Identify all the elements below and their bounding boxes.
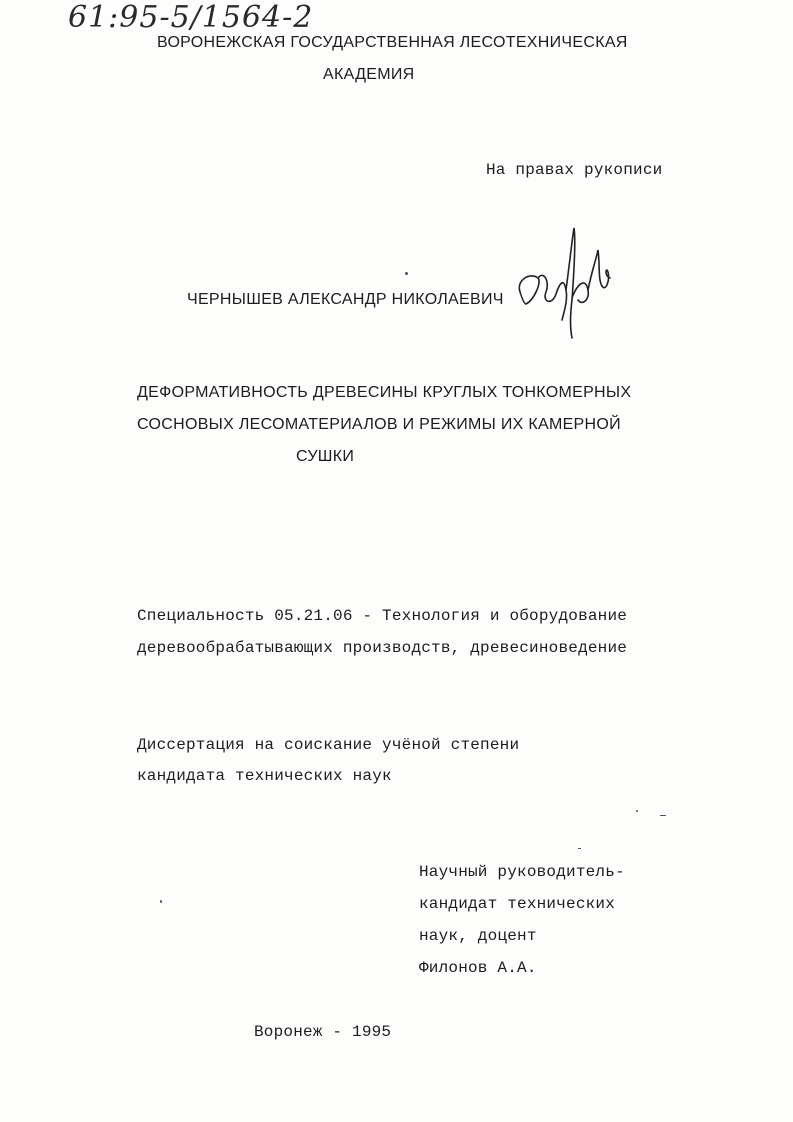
supervisor-line1: Научный руководитель- [419,863,625,881]
scan-speck [405,272,408,275]
scan-speck [636,810,638,812]
title-line3: СУШКИ [296,448,355,465]
author-signature [512,220,622,340]
specialty-line1: Специальность 05.21.06 - Технология и оборудование [137,607,628,625]
archive-number-handwritten: 61:95-5/1564-2 [68,0,314,35]
institution-name-line2: АКАДЕМИЯ [323,66,415,83]
title-line1: ДЕФОРМАТИВНОСТЬ ДРЕВЕСИНЫ КРУГЛЫХ ТОНКОМЕРНЫХ [137,384,632,401]
supervisor-line2: кандидат технических [419,895,616,913]
manuscript-note: На правах рукописи [486,161,663,179]
degree-line2: кандидата технических наук [137,767,392,785]
degree-line1: Диссертация на соискание учёной степени [137,736,520,754]
city-year: Воронеж - 1995 [254,1023,392,1041]
specialty-line2: деревообрабатывающих производств, древесиноведение [137,639,628,657]
scan-speck [160,900,162,903]
scan-speck [660,815,666,816]
author-name: ЧЕРНЫШЕВ АЛЕКСАНДР НИКОЛАЕВИЧ [187,291,504,308]
institution-name-line1: ВОРОНЕЖСКАЯ ГОСУДАРСТВЕННАЯ ЛЕСОТЕХНИЧЕСКАЯ [157,34,628,51]
title-line2: СОСНОВЫХ ЛЕСОМАТЕРИАЛОВ И РЕЖИМЫ ИХ КАМЕРНОЙ [137,416,621,433]
scan-speck [578,848,581,849]
supervisor-line4: Филонов А.А. [419,959,537,977]
supervisor-line3: наук, доцент [419,927,537,945]
